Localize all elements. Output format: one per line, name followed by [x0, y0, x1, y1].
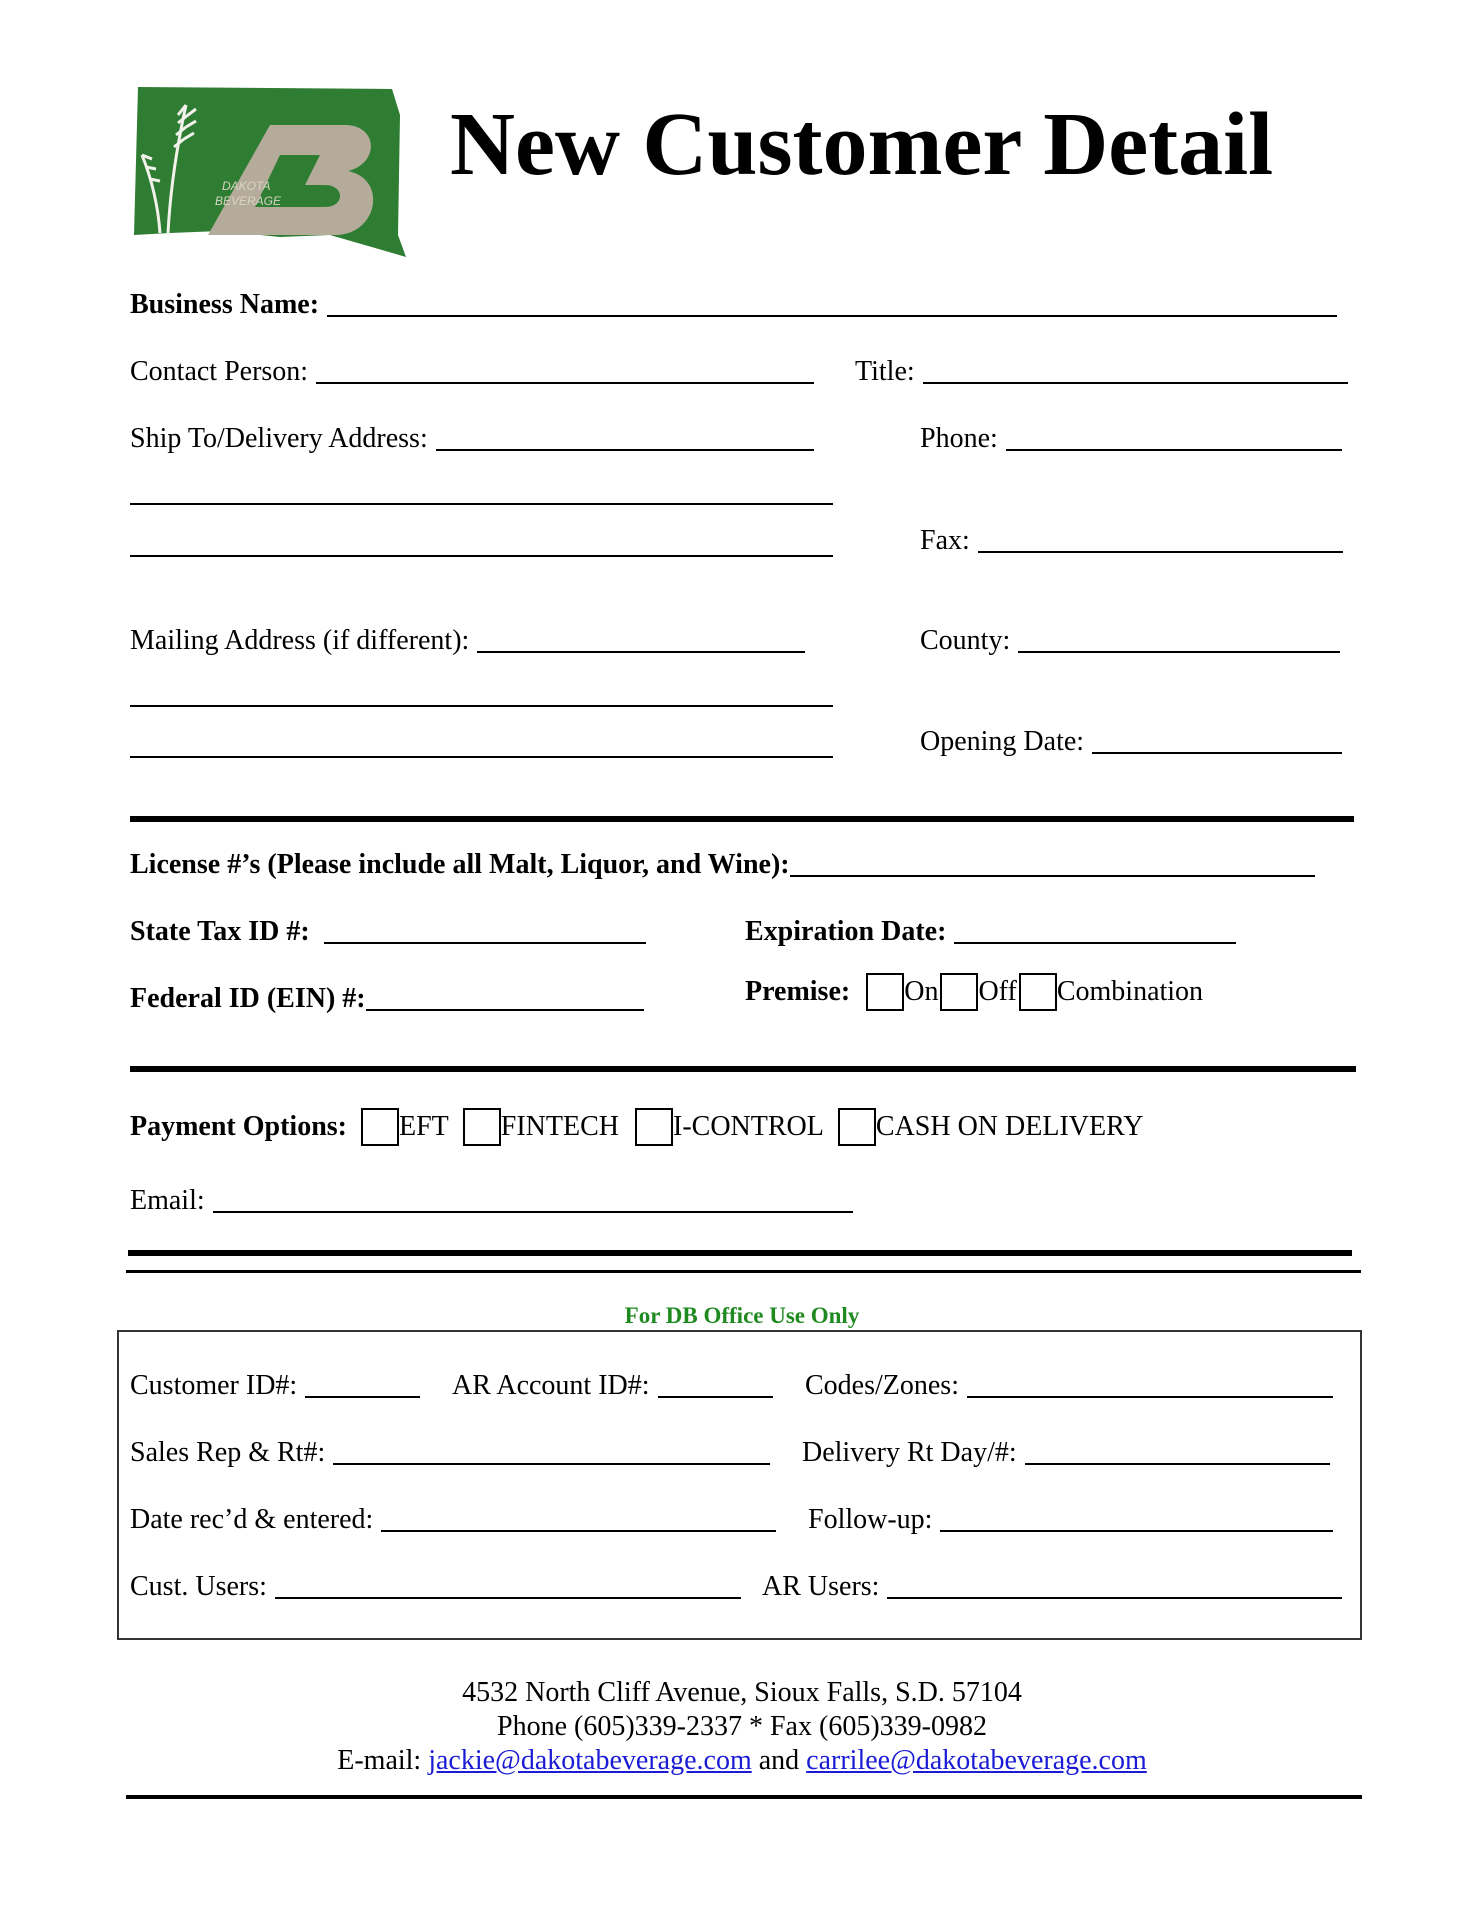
expiration-row — [745, 915, 1236, 949]
payment-icontrol-label: I-CONTROL — [673, 1111, 824, 1142]
license-row — [130, 848, 1315, 882]
expiration-field[interactable] — [954, 941, 1236, 944]
phone-field[interactable] — [1006, 448, 1342, 451]
federal-id-field[interactable] — [366, 1008, 644, 1011]
state-tax-row — [130, 915, 646, 949]
title-row — [855, 355, 1348, 389]
ar-account-label: AR Account ID#: — [452, 1370, 650, 1401]
business-name-label: Business Name: — [130, 289, 320, 320]
opening-date-label: Opening Date: — [920, 726, 1085, 757]
contact-person-label: Contact Person: — [130, 356, 309, 387]
payment-cod-label: CASH ON DELIVERY — [875, 1111, 1144, 1142]
customer-id-field[interactable] — [305, 1395, 420, 1398]
ar-account-row — [452, 1369, 773, 1403]
title-label: Title: — [855, 356, 915, 387]
county-row — [920, 624, 1340, 658]
date-received-row — [130, 1503, 776, 1537]
premise-row — [745, 973, 1203, 1011]
payment-icontrol-checkbox[interactable] — [635, 1108, 673, 1146]
federal-id-row — [130, 982, 644, 1016]
premise-off-checkbox[interactable] — [940, 973, 978, 1011]
expiration-label: Expiration Date: — [745, 916, 947, 947]
ar-account-field[interactable] — [658, 1395, 773, 1398]
footer-address: 4532 North Cliff Avenue, Sioux Falls, S.D. 57104 — [462, 1677, 1022, 1708]
footer-email-prefix: E-mail: — [337, 1745, 422, 1776]
county-field[interactable] — [1018, 650, 1340, 653]
sales-rep-label: Sales Rep & Rt#: — [130, 1437, 326, 1468]
premise-combination-label: Combination — [1056, 976, 1204, 1007]
contact-person-field[interactable] — [316, 381, 814, 384]
payment-fintech-checkbox[interactable] — [463, 1108, 501, 1146]
state-tax-label: State Tax ID #: — [130, 916, 310, 947]
mailing-address-line-3[interactable] — [130, 756, 833, 758]
payment-cod-checkbox[interactable] — [838, 1108, 876, 1146]
email-label: Email: — [130, 1185, 205, 1216]
codes-zones-row — [805, 1369, 1333, 1403]
email-field[interactable] — [213, 1210, 853, 1213]
phone-row — [920, 422, 1342, 456]
payment-options-label: Payment Options: — [130, 1111, 347, 1142]
delivery-rt-label: Delivery Rt Day/#: — [802, 1437, 1017, 1468]
section-divider-1 — [130, 816, 1354, 822]
footer-email-link-2[interactable]: carrilee@dakotabeverage.com — [806, 1745, 1147, 1776]
footer-phone-fax: Phone (605)339-2337 * Fax (605)339-0982 — [497, 1711, 987, 1742]
premise-on-label: On — [904, 976, 939, 1007]
footer-rule — [126, 1795, 1362, 1799]
ship-to-line-2[interactable] — [130, 503, 833, 505]
mailing-address-label: Mailing Address (if different): — [130, 625, 470, 656]
opening-date-field[interactable] — [1092, 751, 1342, 754]
follow-up-field[interactable] — [940, 1529, 1333, 1532]
logo-text-line2: BEVERAGE — [215, 194, 282, 208]
ar-users-field[interactable] — [887, 1596, 1342, 1599]
dakota-beverage-logo — [130, 85, 410, 260]
license-field[interactable] — [790, 874, 1315, 877]
date-received-label: Date rec’d & entered: — [130, 1504, 374, 1535]
ship-to-label: Ship To/Delivery Address: — [130, 423, 428, 454]
premise-label: Premise: — [745, 976, 851, 1007]
delivery-rt-row — [802, 1436, 1330, 1470]
cust-users-field[interactable] — [275, 1596, 741, 1599]
page-title: New Customer Detail — [450, 95, 1274, 194]
mailing-address-field[interactable] — [477, 650, 805, 653]
date-received-field[interactable] — [381, 1529, 776, 1532]
follow-up-label: Follow-up: — [808, 1504, 933, 1535]
payment-eft-label: EFT — [399, 1111, 449, 1142]
mailing-address-line-2[interactable] — [130, 705, 833, 707]
title-field[interactable] — [923, 381, 1348, 384]
logo-text-line1: DAKOTA — [222, 179, 271, 193]
section-divider-2 — [130, 1066, 1356, 1072]
ar-users-label: AR Users: — [762, 1571, 880, 1602]
premise-combination-checkbox[interactable] — [1019, 973, 1057, 1011]
sales-rep-row — [130, 1436, 770, 1470]
codes-zones-label: Codes/Zones: — [805, 1370, 959, 1401]
fax-row — [920, 524, 1343, 558]
contact-person-row — [130, 355, 814, 389]
phone-label: Phone: — [920, 423, 998, 454]
cust-users-row — [130, 1570, 741, 1604]
payment-fintech-label: FINTECH — [500, 1111, 620, 1142]
opening-date-row — [920, 725, 1342, 759]
cust-users-label: Cust. Users: — [130, 1571, 267, 1602]
email-row — [130, 1184, 853, 1218]
section-divider-3 — [128, 1250, 1352, 1256]
section-divider-4 — [126, 1270, 1361, 1273]
footer-email-link-1[interactable]: jackie@dakotabeverage.com — [428, 1745, 752, 1776]
footer-email-joiner: and — [758, 1745, 800, 1776]
payment-options-row — [130, 1108, 1143, 1146]
premise-on-checkbox[interactable] — [866, 973, 904, 1011]
codes-zones-field[interactable] — [967, 1395, 1333, 1398]
footer-email-line — [0, 1744, 1484, 1778]
ship-to-field[interactable] — [436, 448, 814, 451]
ar-users-row — [762, 1570, 1342, 1604]
sales-rep-field[interactable] — [333, 1462, 770, 1465]
fax-label: Fax: — [920, 525, 970, 556]
office-use-header: For DB Office Use Only — [624, 1303, 860, 1328]
ship-to-line-3[interactable] — [130, 555, 833, 557]
customer-id-label: Customer ID#: — [130, 1370, 298, 1401]
business-name-row — [130, 288, 1337, 322]
fax-field[interactable] — [978, 550, 1343, 553]
ship-to-row — [130, 422, 814, 456]
delivery-rt-field[interactable] — [1025, 1462, 1330, 1465]
follow-up-row — [808, 1503, 1333, 1537]
business-name-field[interactable] — [327, 314, 1337, 317]
payment-eft-checkbox[interactable] — [361, 1108, 399, 1146]
premise-off-label: Off — [978, 976, 1017, 1007]
mailing-address-row — [130, 624, 805, 658]
state-tax-field[interactable] — [324, 941, 646, 944]
customer-id-row — [130, 1369, 420, 1403]
county-label: County: — [920, 625, 1011, 656]
license-label: License #’s (Please include all Malt, Liquor, and Wine): — [130, 849, 790, 880]
federal-id-label: Federal ID (EIN) #: — [130, 983, 366, 1014]
